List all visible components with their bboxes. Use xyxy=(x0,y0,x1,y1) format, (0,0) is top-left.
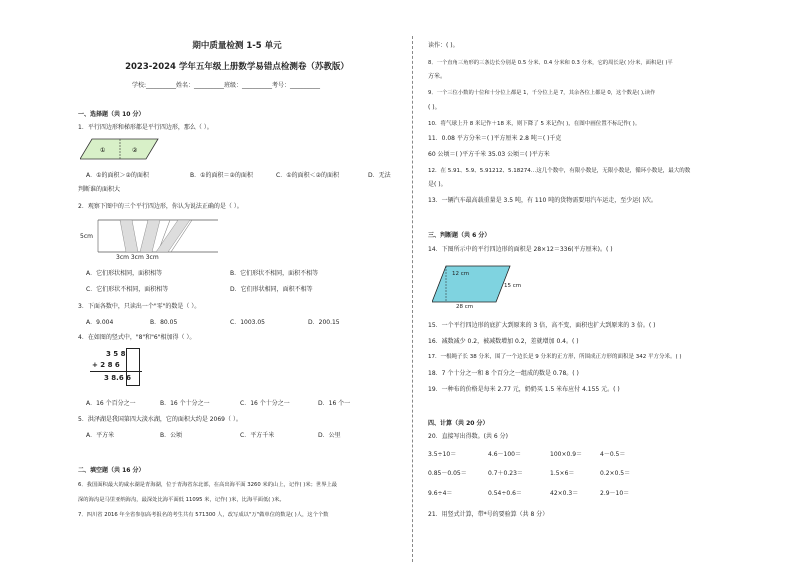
calc-r1c4: 4－0.5＝ xyxy=(600,451,626,458)
calc-r3c3: 42×0.3＝ xyxy=(550,490,579,497)
q4-option-b: B．16 个十分之一 xyxy=(160,400,210,407)
q2-option-b: B．它们形状不相同，面积不相等 xyxy=(230,270,319,277)
column-divider xyxy=(412,36,413,562)
q1-option-a: A．①的面积＞②的面积 xyxy=(86,172,149,179)
sum: 3 8.6 6 xyxy=(104,374,132,382)
question-6-line2: 深的海沟是马里亚纳海沟，最深处比海平面低 11095 米，记作( )米，比海平面低( )米。 xyxy=(78,497,285,503)
question-6-line1: 6．我国面积最大的咸水湖是青海湖，位于青海省东北部，在高出海平面 3260 米的山上，记作( )米；世界上最 xyxy=(78,482,338,488)
question-2: 2．观察下图中的三个平行四边形，你认为说法正确的是（ ）。 xyxy=(78,203,243,210)
section-calc-heading: 四、计算（共 20 分） xyxy=(428,420,489,427)
q5-option-a: A．平方米 xyxy=(86,432,115,439)
question-4: 4．在如图的竖式中，"8"和"6"相加得（ ）。 xyxy=(78,334,196,341)
question-13: 13．一辆汽车最高载重量是 3.5 吨，有 110 吨的货物需要用汽车运走，至少运( )次。 xyxy=(428,197,657,204)
highlight-box xyxy=(126,348,140,386)
q2-option-d: D．它们形状相同，面积不相等 xyxy=(230,286,313,293)
parallelogram-figure xyxy=(80,137,160,161)
question-9-line2: ( )。 xyxy=(428,104,441,111)
q1-option-b: B．①的面积＝②的面积 xyxy=(190,172,253,179)
question-5: 5．洪泽湖是我国第四大淡水湖，它的面积大约是 2069（ ）。 xyxy=(78,416,242,423)
section-fill-heading: 二、填空题（共 16 分） xyxy=(78,467,145,474)
calc-r1c2: 4.6－100＝ xyxy=(488,451,521,458)
shape-label-1: ① xyxy=(100,147,106,154)
q3-option-d: D．200.15 xyxy=(308,319,340,326)
outer-parallelogram xyxy=(80,139,158,159)
calc-r1c3: 100×0.9＝ xyxy=(550,451,583,458)
student-info-line: 学校:__________姓名：__________班级：__________考号：__________ xyxy=(132,82,321,89)
calc-r3c1: 9.6÷4＝ xyxy=(428,490,453,497)
question-10: 10．将气球上升 8 米记作＋18 米，则下降了 5 米记作( )，在图中画位置不标记作( )。 xyxy=(428,121,641,127)
question-3: 3．下面各数中，只读出一个"零"的数是（ ）。 xyxy=(78,303,201,310)
calc-r2c4: 0.2×0.5＝ xyxy=(600,470,631,477)
question-9-line1: 9．一个三位小数的十位和十分位上都是 1，千分位上是 7，其余各位上都是 0，这个数是( ),读作 xyxy=(428,90,656,96)
q7-read-as: 读作：( )。 xyxy=(428,42,459,49)
question-14: 14．下图所示中的平行四边形的面积是 28×12＝336(平方厘米)。( ) xyxy=(428,246,613,253)
q14-label-15: 15 cm xyxy=(504,283,522,289)
q5-option-b: B．公顷 xyxy=(160,432,183,439)
calc-r3c2: 0.54÷0.6＝ xyxy=(488,490,522,497)
q3-option-b: B．80.05 xyxy=(150,319,178,326)
section-choice-heading: 一、选择题（共 10 分） xyxy=(78,111,145,118)
calc-r3c4: 2.9－10＝ xyxy=(600,490,630,497)
question-11-line1: 11．0.08 平方分米＝( )平方厘米 2.8 吨＝( )千克 xyxy=(428,135,562,142)
question-19: 19．一种布的价格是每米 2.77 元，奶奶买 1.5 米布应付 4.155 元。( ) xyxy=(428,386,620,393)
section-judge-heading: 三、判断题（共 6 分） xyxy=(428,232,491,239)
question-20: 20．直接写出得数。(共 6 分) xyxy=(428,433,508,440)
question-7: 7．四川省 2016 年全省参加高考报名的考生共有 571300 人，改写成以"万"做单位的数是( )人，这个个数 xyxy=(78,512,329,518)
q1-option-d-cont: 判断谁的面积大 xyxy=(78,186,121,193)
q1-option-d: D．无法 xyxy=(368,172,391,179)
q5-option-d: D．公里 xyxy=(318,432,341,439)
calc-r2c2: 0.7＋0.23＝ xyxy=(488,470,523,477)
question-16: 16．减数减少 0.2，被减数增加 0.2，差就增加 0.4。( ) xyxy=(428,338,579,345)
question-1: 1．平行四边形和梯形都是平行四边形，那么（ ）。 xyxy=(78,124,213,131)
question-8-line1: 8．一个直角三角形的三条边长分别是 0.5 分米、0.4 分米和 0.3 分米，它的周长是( )分米，面积是( )平 xyxy=(428,60,673,66)
question-15: 15．一个平行四边形的底扩大到原来的 3 倍，高不变，面积也扩大到原来的 3 倍。( ) xyxy=(428,322,656,329)
parallelogram-shape xyxy=(432,266,510,302)
question-21: 21．用竖式计算，带*号的要验算（共 8 分） xyxy=(428,511,549,518)
q4-option-c: C．16 个十分之一 xyxy=(240,400,290,407)
addend-2: + 2 8 6 xyxy=(92,361,120,369)
question-18: 18．7 个十分之一和 8 个百分之一组成的数是 0.78。( ) xyxy=(428,370,579,377)
q3-option-a: A．9.004 xyxy=(86,319,114,326)
question-12-line2: 是( )。 xyxy=(428,181,447,188)
q2-option-a: A．它们形状相同，面积相等 xyxy=(86,270,163,277)
q14-label-28: 28 cm xyxy=(456,304,474,310)
calc-r1c1: 3.5÷10＝ xyxy=(428,451,457,458)
question-17: 17．一根绳子长 38 分米，围了一个边长是 9 分米的正方形，所围成正方形的面积是 342 平方分米。( ) xyxy=(428,354,682,360)
height-label: 5cm xyxy=(80,233,93,240)
addend-1: 3 5 8 xyxy=(106,350,126,358)
q5-option-c: C．平方千米 xyxy=(240,432,275,439)
q4-option-a: A．16 个百分之一 xyxy=(86,400,136,407)
exam-title: 期中质量检测 1-5 单元 xyxy=(192,41,282,51)
q3-option-c: C．1003.05 xyxy=(230,319,266,326)
right-column xyxy=(428,0,758,562)
question-11-line2: 60 公顷＝( )平方千米 35.03 公顷＝( )平方米 xyxy=(428,151,550,158)
question-12-line1: 12．在 5.91、5.9、5.91212、5.18274…这几个数中，有限小数是，无限小数是，循环小数是，最大的数 xyxy=(428,168,691,174)
exam-subtitle: 2023-2024 学年五年级上册数学易错点检测卷（苏教版） xyxy=(125,62,349,72)
bases-label: 3cm 3cm 3cm xyxy=(116,254,159,261)
q14-label-12: 12 cm xyxy=(452,271,470,277)
q1-option-c: C．①的面积＜②的面积 xyxy=(276,172,339,179)
calc-r2c3: 1.5×6＝ xyxy=(550,470,575,477)
question-8-line2: 方米。 xyxy=(428,73,447,80)
q2-option-c: C．它们形状不相同，面积相等 xyxy=(86,286,169,293)
left-column xyxy=(78,0,396,562)
vertical-addition xyxy=(82,348,152,390)
calc-r2c1: 0.85－0.05＝ xyxy=(428,470,467,477)
q4-option-d: D．16 个一 xyxy=(318,400,351,407)
shape-label-2: ② xyxy=(132,147,138,154)
